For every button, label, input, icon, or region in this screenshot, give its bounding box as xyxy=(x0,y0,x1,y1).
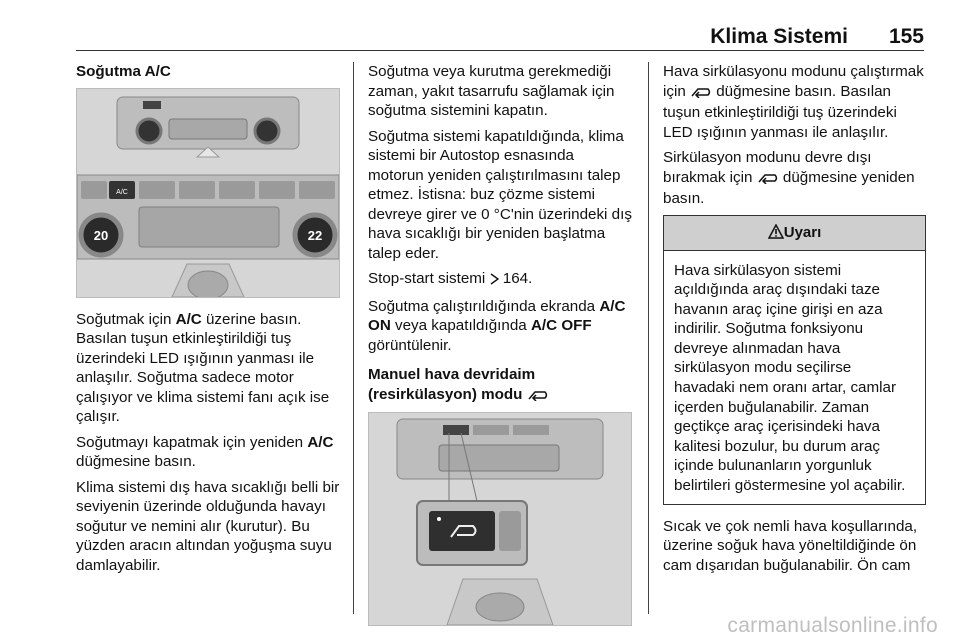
watermark: carmanualsonline.info xyxy=(727,614,938,637)
column-divider-1 xyxy=(353,62,354,614)
section-heading-ac: Soğutma A/C xyxy=(76,63,171,80)
ac-off-paragraph-1: Soğutma veya kurutma gerekmediği zaman, yakıt tasarrufu sağlamak için soğutma sistemini kapatın. xyxy=(368,63,615,119)
figure-recirculation-button xyxy=(368,412,632,626)
stop-start-reference: Stop-start sistemi 164. xyxy=(368,269,633,291)
windscreen-paragraph: Sıcak ve çok nemli hava koşullarında, üzerine soğuk hava yöneltildiğinde ön cam dışarıdan buğulanabilir. Ön cam xyxy=(663,517,918,574)
ac-paragraph-3: Klima sistemi dış hava sıcaklığı belli bir seviyenin üzerinde olduğunda havayı soğutur ve nemini alır (kurutur). Bu yüzden aracın altından yoğuşma suyu damlayabilir. xyxy=(76,478,340,574)
ac-paragraph-1: Soğutmak için A/C üzerine basın. Basılan tuşun etkinleştirildiği tuş üzerindeki LED ışığının yanması ile anlaşılır. Soğutma sadece motor çalışıyor ve klima sistemi fanı açık ise çalışır. xyxy=(76,310,330,425)
warning-triangle-icon xyxy=(768,218,784,252)
ac-panel-illustration xyxy=(77,89,339,297)
recirculation-paragraph-1: Hava sirkülasyonu modunu çalıştırmak için düğmesine basın. Basılan tuşun etkinleştirildiği tuş üzerindeki LED ışığının yanması ile anlaşılır. xyxy=(663,63,924,141)
recirculation-paragraph-2: Sirkülasyon modunu devre dışı bırakmak için düğmesine yeniden basın. xyxy=(663,149,915,207)
recirculation-icon xyxy=(527,387,549,407)
warning-box xyxy=(663,215,926,505)
warning-title: Uyarı xyxy=(783,223,822,241)
page-number: 155 xyxy=(888,25,924,48)
figure-ac-control-panel xyxy=(76,88,340,298)
ac-display-paragraph: Soğutma çalıştırıldığında ekranda A/C ON veya kapatıldığında A/C OFF görüntülenir. xyxy=(368,297,626,354)
section-heading-recirculation: Manuel hava devridaim (resirkülasyon) modu xyxy=(368,365,633,406)
recirculation-icon xyxy=(757,170,779,190)
column-1 xyxy=(76,62,342,581)
temp-right-display: 22 xyxy=(307,227,323,243)
recirculation-panel-illustration xyxy=(369,413,631,625)
ac-off-paragraph-2: Soğutma sistemi kapatıldığında, klima sistemi bir Autostop esnasında motorun yeniden çalıştırılmasını talep etmez. İstisna: buz çözme sistemi devreye girer ve 0 °C'nin üzerindeki dış hava sıcaklığı bir yeniden başlatma talep eder. xyxy=(368,127,632,262)
recirculation-icon xyxy=(690,84,712,104)
page-header xyxy=(0,0,960,52)
page-reference-icon xyxy=(490,271,499,291)
warning-header xyxy=(664,216,925,251)
warning-body: Hava sirkülasyon sistemi açıldığında araç dışındaki taze havanın araç içine girişi en aza indirilir. Soğutma fonksiyonu devreye alınmadan hava sirkülasyon modu seçilirse havadaki nem oranı artar, camlar içerden buğulanabilir. Zaman geçtikçe araç içerisindeki hava kalitesi bozulur, bu durum araç içinde bulunanların yorgunluk belirtileri göstermesine yol açabilir. xyxy=(674,261,906,495)
column-divider-2 xyxy=(648,62,649,614)
column-3 xyxy=(663,62,926,581)
header-rule xyxy=(76,50,924,51)
temp-left-display: 20 xyxy=(93,227,109,243)
ac-button-label: A/C xyxy=(116,188,128,196)
column-2 xyxy=(368,62,633,626)
ac-paragraph-2: Soğutmayı kapatmak için yeniden A/C düğmesine basın. xyxy=(76,433,334,470)
page-title: Klima Sistemi xyxy=(710,25,848,48)
